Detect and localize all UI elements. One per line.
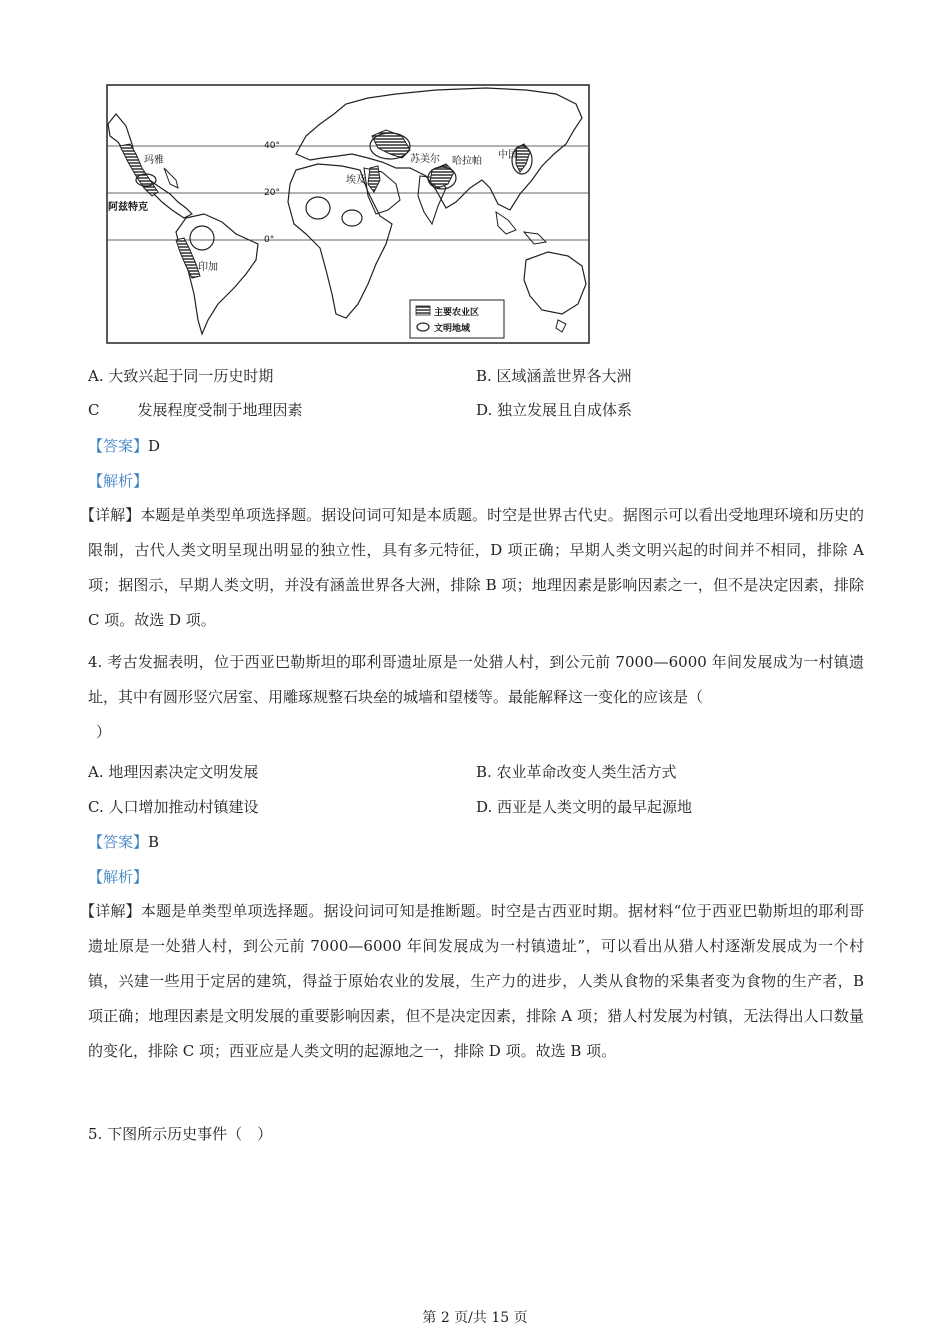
q3-option-c-letter: C — [88, 401, 100, 419]
q4-stem-end: ） — [96, 723, 112, 741]
q4-option-b: B. 农业革命改变人类生活方式 — [476, 763, 677, 781]
label-inca: 印加 — [198, 262, 218, 273]
q3-option-c — [88, 400, 303, 420]
label-egypt: 埃及 — [346, 175, 366, 186]
q3-option-b: B. 区域涵盖世界各大洲 — [476, 367, 632, 385]
page-footer: 第 2 页/共 15 页 — [422, 1310, 528, 1326]
q4-option-a: A. 地理因素决定文明发展 — [88, 763, 259, 781]
label-lat20: 20° — [264, 188, 280, 198]
q4-answer — [88, 832, 159, 852]
q4-detail-text: 本题是单类型单项选择题。据设问词可知是推断题。时空是古西亚时期。据材料“位于西亚巴勒斯坦的耶利哥遗址原是一处猎人村，到公元前 7000—6000 年间发展成为一村镇遗址”，可以看出从猎人村逐渐发展成为一个村镇，兴建一些用于定居的建筑，得益于原始农业的发展，生产力的进步，人类从食物的采集者变为食物的生产者，B 项正确；地理因素是文明发展的重要影响因素，但不是决定因素，排除 A 项；猎人村发展为村镇，无法得出人口数量的变化，排除 C 项；西亚应是人类文明的起源地之一，排除 D 项。故选 B 项。 — [88, 902, 864, 1060]
q3-detail-text: 本题是单类型单项选择题。据设问词可知是本质题。时空是世界古代史。据图示可以看出受地理环境和历史的限制，古代人类文明呈现出明显的独立性，具有多元特征，D 项正确；早期人类文明兴起的时间并不相同，排除 A 项；据图示，早期人类文明，并没有涵盖世界各大洲，排除 B 项；地理因素是影响因素之一，但不是决定因素，排除 C 项。故选 D 项。 — [88, 506, 864, 629]
q5-stem: 5. 下图所示历史事件（ ） — [88, 1125, 273, 1143]
label-maya: 玛雅 — [144, 155, 164, 166]
q4-detail — [80, 894, 864, 1069]
q4-option-d: D. 西亚是人类文明的最早起源地 — [476, 798, 693, 816]
q4-stem-text: 4. 考古发掘表明，位于西亚巴勒斯坦的耶利哥遗址原是一处猎人村，到公元前 7000—6000 年间发展成为一村镇遗址，其中有圆形竖穴居室、用雕琢规整石块垒的城墙和望楼等。最能解释这一变化的应该是（ — [88, 653, 864, 706]
q4-analysis-tag: 【解析】 — [88, 868, 149, 886]
q3-detail — [80, 498, 864, 638]
label-harappa: 哈拉帕 — [452, 156, 482, 167]
legend-civ-label: 文明地域 — [434, 324, 471, 334]
q4-stem — [88, 645, 864, 750]
q3-answer — [88, 436, 160, 456]
world-civilizations-map — [106, 84, 590, 344]
legend-agri-label: 主要农业区 — [434, 308, 480, 318]
label-lat0: 0° — [264, 235, 275, 245]
q3-option-d: D. 独立发展且自成体系 — [476, 401, 633, 419]
q3-answer-value: D — [148, 437, 161, 455]
q3-option-a: A. 大致兴起于同一历史时期 — [88, 367, 274, 385]
label-aztec: 阿兹特克 — [108, 202, 148, 213]
label-lat40: 40° — [264, 141, 280, 151]
q4-analysis — [88, 867, 148, 887]
q3-detail-tag: 【详解】 — [80, 506, 141, 524]
label-china: 中国 — [498, 150, 518, 161]
q3-option-c-text: 发展程度受制于地理因素 — [137, 401, 303, 419]
q4-option-c: C. 人口增加推动村镇建设 — [88, 798, 259, 816]
q3-answer-tag: 【答案】 — [88, 437, 149, 455]
label-sumer: 苏美尔 — [410, 154, 440, 165]
q3-analysis-tag: 【解析】 — [88, 472, 149, 490]
map-legend — [410, 300, 504, 338]
legend-agri-swatch — [416, 306, 430, 315]
q4-answer-tag: 【答案】 — [88, 833, 149, 851]
q3-analysis — [88, 471, 148, 491]
q4-detail-tag: 【详解】 — [80, 902, 141, 920]
q4-answer-value: B — [148, 833, 160, 851]
